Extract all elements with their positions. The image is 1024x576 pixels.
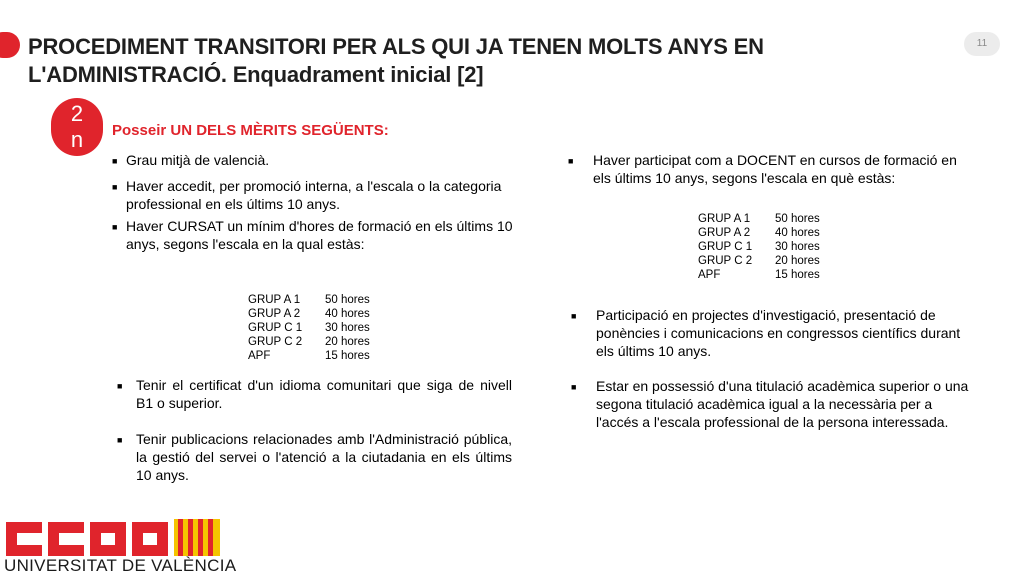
bullet-icon: ■ [117, 435, 123, 445]
table-cell-hours: 40 hores [325, 308, 370, 320]
list-item [117, 376, 512, 412]
bullet-icon: ■ [117, 381, 123, 391]
table-cell-group: GRUP C 2 [698, 255, 753, 267]
table-cell-hours: 20 hores [775, 255, 820, 267]
table-cell-group: GRUP A 2 [248, 308, 301, 320]
table-cell-hours: 15 hores [325, 350, 370, 362]
table-row [248, 293, 370, 307]
title-accent-pill [0, 32, 20, 58]
list-item-text: Tenir el certificat d'un idioma comunitari que siga de nivell B1 o superior. [136, 377, 512, 411]
table-cell-hours: 50 hores [775, 213, 820, 225]
hours-table-left [248, 293, 370, 363]
list-item [117, 430, 512, 484]
table-row [248, 349, 370, 363]
logo-caption: UNIVERSITAT DE VALÈNCIA [4, 556, 237, 575]
list-item-text: Tenir publicacions relacionades amb l'Administració pública, la gestió del servei o l'atenció a la ciutadania en els últims 10 anys. [136, 431, 512, 483]
table-cell-hours: 20 hores [325, 336, 370, 348]
list-item-text: Haver CURSAT un mínim d'hores de formació en els últims 10 anys, segons l'escala en la qual estàs: [126, 218, 513, 252]
list-item [568, 151, 968, 187]
table-cell-group: GRUP C 1 [698, 241, 753, 253]
bullet-icon: ■ [571, 311, 577, 321]
ccoo-logo [6, 519, 222, 559]
table-cell-group: GRUP A 2 [698, 227, 751, 239]
table-cell-group: APF [698, 269, 721, 281]
list-item [112, 177, 532, 213]
list-item [571, 306, 971, 360]
table-cell-group: GRUP A 1 [248, 294, 301, 306]
list-item-text: Haver participat com a DOCENT en cursos de formació en els últims 10 anys, segons l'escala en què estàs: [593, 152, 957, 186]
list-item [112, 217, 532, 253]
table-row [698, 212, 820, 226]
table-row [698, 226, 820, 240]
table-cell-group: GRUP A 1 [698, 213, 751, 225]
table-row [698, 240, 820, 254]
bullet-icon: ■ [112, 182, 118, 192]
table-row [248, 307, 370, 321]
list-item-text: Grau mitjà de valencià. [126, 152, 270, 168]
table-cell-hours: 50 hores [325, 294, 370, 306]
table-cell-hours: 30 hores [775, 241, 820, 253]
table-cell-group: APF [248, 350, 271, 362]
table-row [248, 335, 370, 349]
list-item [571, 377, 971, 431]
table-cell-hours: 15 hores [775, 269, 820, 281]
bullet-icon: ■ [112, 156, 118, 166]
table-cell-group: GRUP C 2 [248, 336, 303, 348]
step-badge-suffix: n [70, 127, 84, 152]
step-badge-number: 2 [70, 101, 84, 126]
list-item-text: Participació en projectes d'investigació, presentació de ponències i comunicacions en congressos científics durant els últims 10 anys. [596, 307, 961, 359]
table-row [698, 268, 820, 282]
page-number: 11 [964, 32, 1000, 56]
page-title [28, 33, 928, 89]
hours-table-right [698, 212, 820, 282]
list-item [112, 151, 532, 169]
table-cell-hours: 40 hores [775, 227, 820, 239]
list-item-text: Estar en possessió d'una titulació acadèmica superior o una segona titulació acadèmica igual a la necessària per a l'accés a l'escala professional de la persona interessada. [596, 378, 969, 430]
step-badge [51, 98, 103, 156]
page-title-line-1: PROCEDIMENT TRANSITORI PER ALS QUI JA TENEN MOLTS ANYS EN [28, 34, 764, 59]
table-row [698, 254, 820, 268]
section-subtitle: Posseir UN DELS MÈRITS SEGÜENTS: [112, 122, 389, 139]
bullet-icon: ■ [571, 382, 577, 392]
table-cell-group: GRUP C 1 [248, 322, 303, 334]
list-item-text: Haver accedit, per promoció interna, a l'escala o la categoria professional en els últims 10 anys. [126, 178, 502, 212]
table-cell-hours: 30 hores [325, 322, 370, 334]
bullet-icon: ■ [568, 156, 574, 166]
page-title-line-2: L'ADMINISTRACIÓ. Enquadrament inicial [2] [28, 62, 484, 87]
bullet-icon: ■ [112, 222, 118, 232]
table-row [248, 321, 370, 335]
